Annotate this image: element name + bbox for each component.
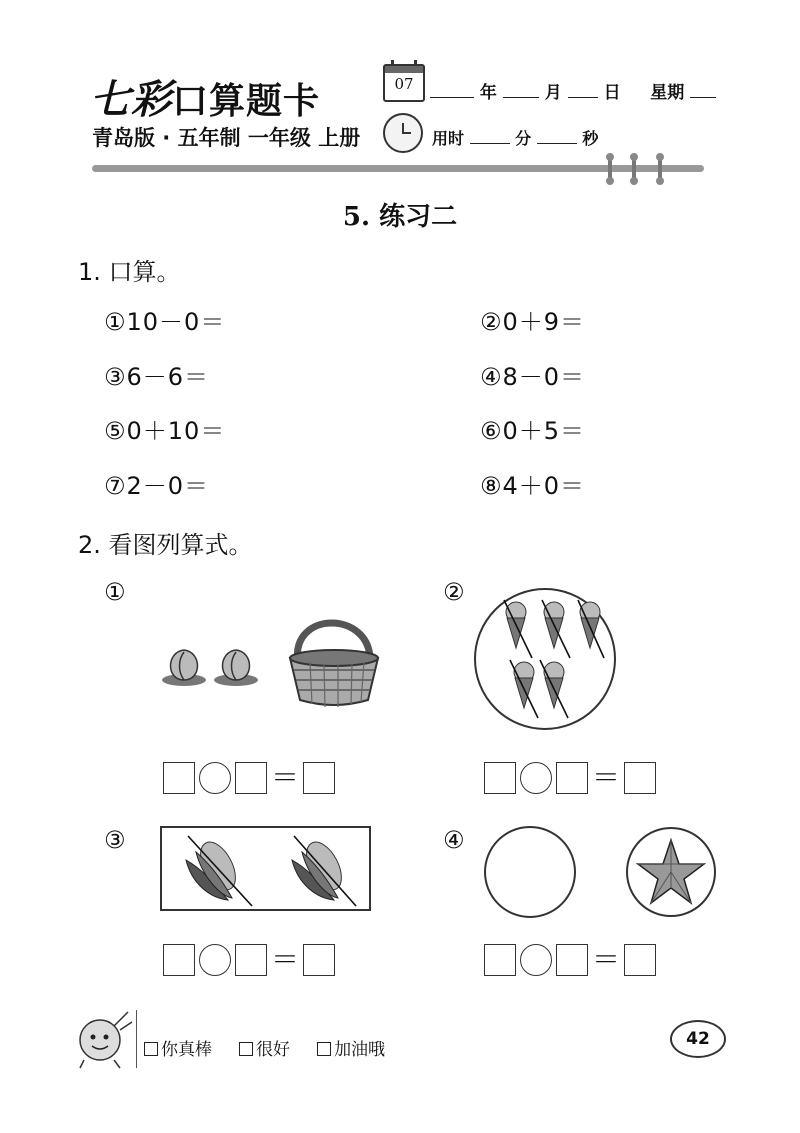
mascot-icon: [70, 1004, 136, 1070]
answer-template-4: [484, 944, 656, 976]
section1-heading: 1. 口算。: [78, 258, 181, 286]
oral-item-8: ⑧4＋0＝: [480, 472, 586, 500]
answer-box[interactable]: [235, 944, 267, 976]
time-used-label: 用时: [432, 129, 465, 148]
rating-options: [144, 1035, 385, 1060]
answer-box[interactable]: [556, 762, 588, 794]
problem4-label: ④: [443, 826, 465, 854]
rating-label-3: 加油哦: [334, 1040, 386, 1060]
calendar-number: 07: [394, 75, 414, 93]
brand-prefix: 七彩: [90, 76, 172, 123]
peaches-basket-image: [160, 600, 400, 710]
year-label: 年: [479, 83, 497, 103]
peach-icon: [214, 650, 258, 686]
answer-box[interactable]: [163, 944, 195, 976]
problem2-label: ②: [443, 578, 465, 606]
empty-circle: [485, 827, 575, 917]
basket-icon: [290, 623, 378, 707]
page-number: 42: [670, 1020, 726, 1058]
oral-item-4: ④8－0＝: [480, 363, 586, 391]
oral-item-6: ⑥0＋5＝: [480, 417, 586, 445]
answer-box[interactable]: [163, 762, 195, 794]
header-divider: [92, 165, 704, 172]
rating-label-2: 很好: [256, 1040, 291, 1060]
problem3-label: ③: [104, 826, 126, 854]
calendar-icon: [383, 64, 425, 102]
answer-box[interactable]: [484, 762, 516, 794]
equals-sign: ＝: [592, 761, 621, 794]
operator-circle[interactable]: [520, 762, 552, 794]
answer-box[interactable]: [556, 944, 588, 976]
oral-item-7: ⑦2－0＝: [104, 472, 210, 500]
time-field: [432, 126, 598, 149]
oral-item-5: ⑤0＋10＝: [104, 417, 226, 445]
clock-icon: [383, 113, 423, 153]
page-title: 5. 练习二: [342, 202, 458, 232]
section2-heading: 2. 看图列算式。: [78, 531, 253, 559]
date-field: [430, 78, 716, 103]
operator-circle[interactable]: [520, 944, 552, 976]
brand-name: 口算题卡: [172, 80, 321, 122]
oral-item-1: ①10－0＝: [104, 308, 226, 336]
rating-checkbox-2[interactable]: [239, 1042, 253, 1056]
rating-checkbox-3[interactable]: [317, 1042, 331, 1056]
operator-circle[interactable]: [199, 762, 231, 794]
brand-title: [90, 68, 320, 125]
oral-item-2: ②0＋9＝: [480, 308, 586, 336]
second-label: 秒: [582, 129, 599, 148]
answer-box[interactable]: [624, 762, 656, 794]
equals-sign: ＝: [592, 943, 621, 976]
weekday-label: 星期: [650, 83, 685, 103]
equals-sign: ＝: [271, 943, 300, 976]
day-label: 日: [603, 83, 621, 103]
edition-subtitle: 青岛版 · 五年制 一年级 上册: [92, 126, 361, 150]
minute-label: 分: [515, 129, 532, 148]
rating-checkbox-1[interactable]: [144, 1042, 158, 1056]
answer-box[interactable]: [624, 944, 656, 976]
oral-item-3: ③6－6＝: [104, 363, 210, 391]
circles-star-image: [482, 826, 722, 918]
answer-template-1: [163, 762, 335, 794]
answer-template-2: [484, 762, 656, 794]
equals-sign: ＝: [271, 761, 300, 794]
footer-divider: [136, 1010, 137, 1068]
icecream-circle-image: [470, 586, 620, 732]
rating-label-1: 你真棒: [161, 1040, 212, 1060]
answer-box[interactable]: [484, 944, 516, 976]
peach-icon: [162, 650, 206, 686]
answer-box[interactable]: [235, 762, 267, 794]
answer-box[interactable]: [303, 762, 335, 794]
month-label: 月: [544, 83, 562, 103]
problem1-label: ①: [104, 578, 126, 606]
answer-template-3: [163, 944, 335, 976]
corn-box-image: [160, 826, 372, 912]
operator-circle[interactable]: [199, 944, 231, 976]
answer-box[interactable]: [303, 944, 335, 976]
